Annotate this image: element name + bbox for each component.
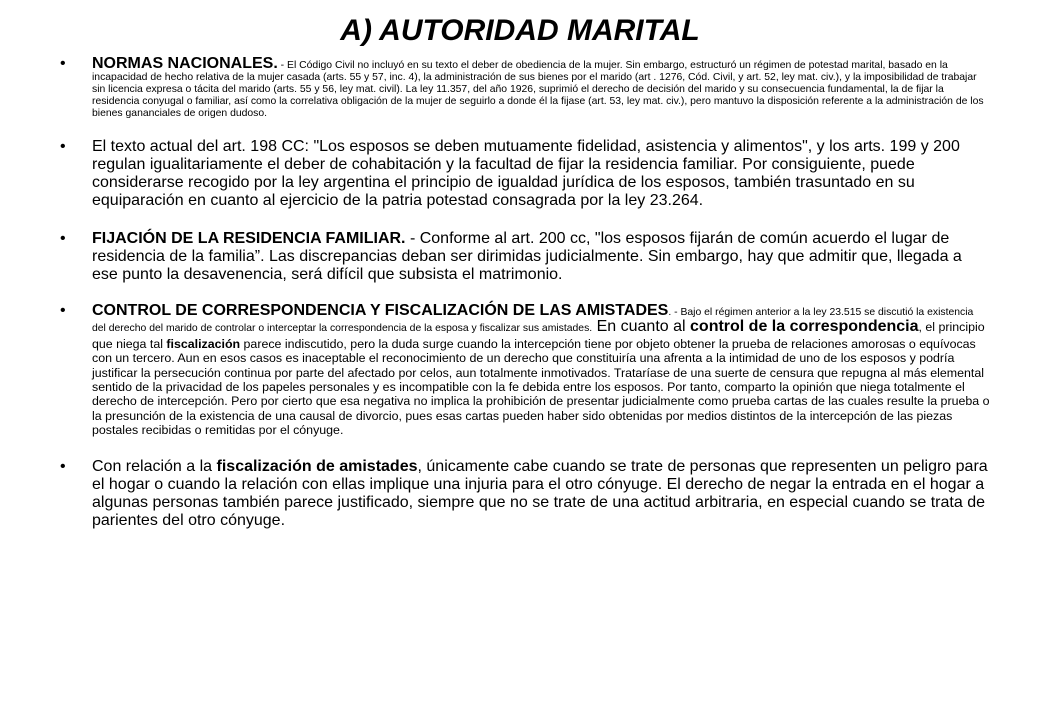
bullet-list — [60, 55, 990, 530]
paragraph-lead-text: En cuanto al — [592, 318, 691, 336]
bullet-marker: • — [60, 457, 66, 475]
paragraph-intro-text: . - Bajo el régimen anterior a la ley 23.515 se discutió la existencia del derecho del marido de controlar o interceptar la correspondencia de la esposa y fiscalizar sus amistades. — [92, 307, 974, 335]
paragraph-bold-term: control de la correspondencia — [690, 318, 919, 336]
paragraph-text: El texto actual del art. 198 CC: "Los esposos se deben mutuamente fidelidad, asistencia y alimentos", y los arts. 199 y 200 regulan igualitariamente el deber de cohabitación y la facultad de fijar la residencia familiar. Por consiguiente, puede considerarse recogido por la ley argentina el principio de igualdad jurídica de los esposos, también trasuntado en su equiparación en cuanto al ejercicio de la patria potestad consagrada por la ley 23.264. — [92, 138, 960, 209]
paragraph-mid-text: , el principio que niega tal — [92, 320, 985, 351]
paragraph-lead-text: Con relación a la — [92, 457, 217, 475]
paragraph-text: parece indiscutido, pero la duda surge cuando la intercepción tiene por objeto obtener la prueba de relaciones amorosas o equívocas con un tercero. Aun en esos casos es inaceptable el reconocimiento de un derecho que constituiría una afrenta a la intimidad de uno de los esposos y podría justificar la persecución continua por parte del afectado por celos, aun totalmente inmotivados. Trataríase de una suerte de censura que repugna al más elemental sentido de la privacidad de los papeles personales y es incompatible con la fe debida entre los esposos. Por tanto, comparto la opinión que niega totalmente el derecho de intercepción. Pero por cierto que esa negativa no implica la prohibición de presentar judicialmente como prueba cartas de las cuales resulte la prueba o la presunción de la existencia de una causal de divorcio, pues esas cartas pueden haber sido obtenidas por medios distintos de la intercepción de las piezas postales recibidas o remitidas por el cónyuge. — [92, 336, 990, 438]
paragraph-heading: CONTROL DE CORRESPONDENCIA Y FISCALIZACIÓN DE LAS AMISTADES — [92, 302, 669, 319]
bullet-marker: • — [60, 138, 66, 155]
bullet-texto-actual — [60, 138, 990, 210]
bullet-fiscalizacion-amistades — [60, 458, 990, 530]
bullet-normas-nacionales — [60, 55, 990, 120]
paragraph-text: - Conforme al art. 200 cc, "los esposos fijarán de común acuerdo el lugar de residencia de la familia”. Las discrepancias deban ser dirimidas judicialmente. Sin embargo, hay que admitir que, llegada a ese punto la desavenencia, será difícil que subsista el matrimonio. — [92, 230, 962, 283]
bullet-marker: • — [60, 230, 66, 247]
paragraph-bold-term: fiscalización de amistades — [216, 457, 418, 475]
paragraph-bold-term-2: fiscalización — [166, 336, 241, 351]
bullet-fijacion-residencia — [60, 230, 990, 284]
paragraph-text: - El Código Civil no incluyó en su texto el deber de obediencia de la mujer. Sin embargo, estructuró un régimen de potestad marital, basado en la incapacidad de hecho relativa de la mujer casada (arts. 55 y 57, inc. 4), la administración de sus bienes por el marido (art . 1276, Cód. Civil, y art. 52, ley mat. civ.), y la imposibilidad de trabajar sin licencia expresa o tácita del marido (arts. 55 y 56, ley mat. civil). La ley 11.357, del año 1926, suprimió el derecho de decisión del marido y su consecuencia fundamental, la de fijar la residencia conyugal o familiar, así como la correlativa obligación de la mujer de seguirlo a donde él la fijase (art. 53, ley mat. civ.), pero mantuvo la disposición referente a la administración de los bienes gananciales de origen dudoso. — [92, 60, 984, 119]
paragraph-heading: FIJACIÓN DE LA RESIDENCIA FAMILIAR. — [92, 230, 406, 247]
bullet-control-correspondencia — [60, 304, 990, 438]
bullet-marker: • — [60, 302, 66, 319]
bullet-marker: • — [60, 55, 66, 72]
paragraph-text: , únicamente cabe cuando se trate de personas que representen un peligro para el hogar o cuando la relación con ellas implique una injuria para el otro cónyuge. El derecho de negar la entrada en el hogar a algunas personas también parece justificado, siempre que no se trate de una actitud arbitraria, en especial cuando se trata de parientes del otro cónyuge. — [92, 457, 988, 529]
slide-title: A) AUTORIDAD MARITAL — [340, 14, 700, 47]
paragraph-heading: NORMAS NACIONALES. — [92, 55, 278, 72]
